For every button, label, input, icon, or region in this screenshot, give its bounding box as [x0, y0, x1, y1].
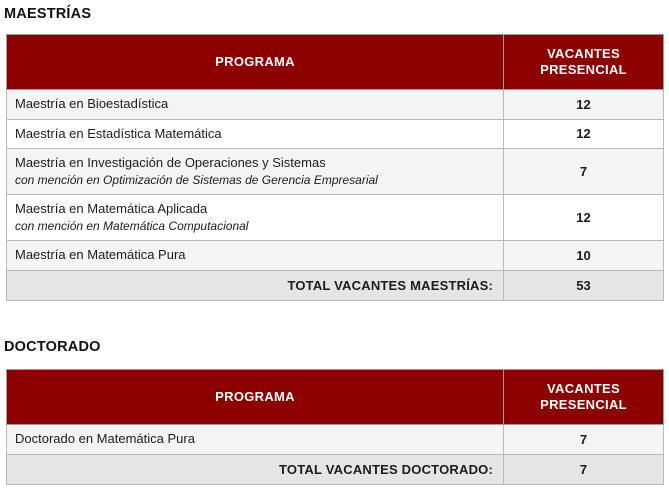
table-header-doctorado — [7, 370, 664, 425]
vacancies-cell: 10 — [504, 241, 664, 271]
table-body-maestrias — [7, 90, 664, 301]
maestrias-vacancies-table — [6, 34, 664, 301]
table-row — [7, 149, 664, 195]
table-body-doctorado — [7, 425, 664, 485]
table-row — [7, 195, 664, 241]
section-title-maestrias: MAESTRÍAS — [4, 6, 92, 22]
section-title-doctorado: DOCTORADO — [4, 339, 101, 355]
table-row — [7, 241, 664, 271]
table-row — [7, 90, 664, 120]
doctorado-vacancies-table — [6, 369, 664, 485]
program-cell — [7, 119, 504, 149]
total-vacancies-cell: 53 — [504, 270, 664, 300]
column-header-programa: PROGRAMA — [7, 35, 504, 90]
column-header-vacantes-line1: VACANTES — [547, 45, 620, 61]
column-header-vacantes-line2: PRESENCIAL — [540, 62, 627, 77]
program-cell — [7, 425, 504, 455]
vacancies-cell: 7 — [504, 425, 664, 455]
vacancies-cell: 12 — [504, 195, 664, 241]
total-row — [7, 454, 664, 484]
vacancies-cell: 12 — [504, 119, 664, 149]
header-row — [7, 370, 664, 425]
total-vacancies-cell: 7 — [504, 454, 664, 484]
total-label: TOTAL VACANTES DOCTORADO: — [7, 454, 504, 484]
program-cell — [7, 90, 504, 120]
total-row — [7, 270, 664, 300]
program-name: Maestría en Investigación de Operaciones y Sistemas — [15, 155, 326, 171]
program-name: Maestría en Matemática Pura — [15, 247, 186, 263]
column-header-programa: PROGRAMA — [7, 370, 504, 425]
program-name: Doctorado en Matemática Pura — [15, 431, 195, 446]
header-row — [7, 35, 664, 90]
program-mention: con mención en Optimización de Sistemas de Gerencia Empresarial — [15, 172, 378, 187]
table-header-maestrias — [7, 35, 664, 90]
column-header-vacantes-line2: PRESENCIAL — [540, 397, 627, 412]
column-header-vacantes — [504, 370, 664, 425]
program-cell — [7, 241, 504, 271]
program-cell — [7, 195, 504, 241]
vacancies-cell: 12 — [504, 90, 664, 120]
column-header-vacantes — [504, 35, 664, 90]
table-row — [7, 119, 664, 149]
total-label: TOTAL VACANTES MAESTRÍAS: — [7, 270, 504, 300]
column-header-vacantes-line1: VACANTES — [547, 380, 620, 396]
program-name: Maestría en Matemática Aplicada — [15, 201, 208, 217]
vacancies-cell: 7 — [504, 149, 664, 195]
program-name: Maestría en Estadística Matemática — [15, 125, 222, 141]
program-mention: con mención en Matemática Computacional — [15, 218, 249, 233]
program-cell — [7, 149, 504, 195]
table-row — [7, 425, 664, 455]
program-name: Maestría en Bioestadística — [15, 96, 169, 111]
